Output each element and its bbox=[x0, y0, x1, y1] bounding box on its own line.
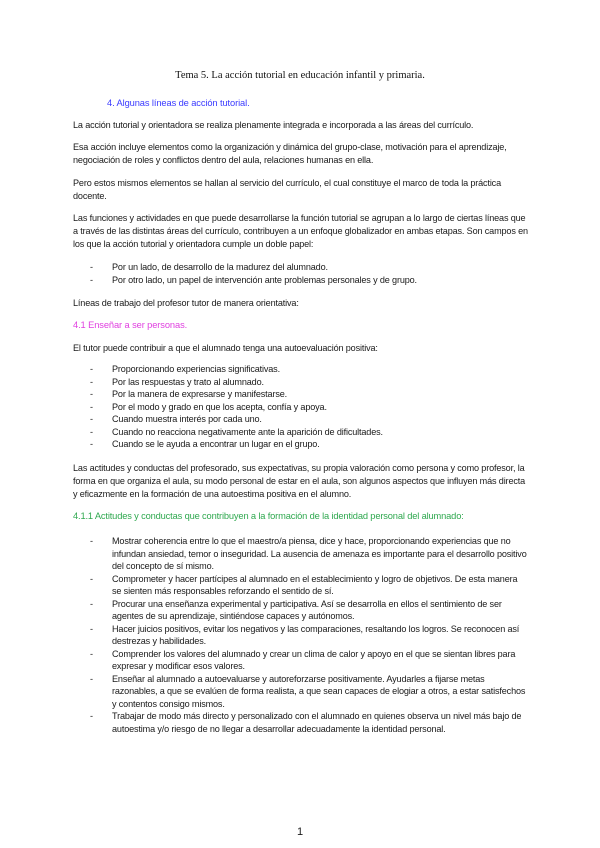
self-esteem-list bbox=[90, 363, 528, 451]
subsection-heading-4-1-1: 4.1.1 Actitudes y conductas que contribuyen a la formación de la identidad personal del alumnado: bbox=[73, 511, 464, 521]
lines-intro: Líneas de trabajo del profesor tutor de manera orientativa: bbox=[73, 298, 299, 308]
list-item: - Por las respuestas y trato al alumnado. bbox=[90, 376, 528, 389]
subsection-intro: El tutor puede contribuir a que el alumnado tenga una autoevaluación positiva: bbox=[73, 343, 378, 353]
list-item: - Hacer juicios positivos, evitar los negativos y las comparaciones, resaltando los logros. Se reconocen así destrezas y habilidades. bbox=[90, 623, 528, 648]
list-item: - Cuando se le ayuda a encontrar un lugar en el grupo. bbox=[90, 438, 528, 451]
list-item: - Procurar una enseñanza experimental y participativa. Así se desarrolla en ellos el sentimiento de ser agentes de su aprendizaje, sintiéndose capaces y autónomos. bbox=[90, 598, 528, 623]
list-item: - Por otro lado, un papel de intervención ante problemas personales y de grupo. bbox=[90, 274, 528, 287]
list-item: - Enseñar al alumnado a autoevaluarse y autoreforzarse positivamente. Ayudarles a fijarse metas razonables, a que se evalúen de forma realista, a que sean capaces de elogiar a otros, a estar satisfechos y contentos consigo mismos. bbox=[90, 673, 528, 711]
subsection-heading-4-1: 4.1 Enseñar a ser personas. bbox=[73, 320, 188, 330]
subsection-closing: Las actitudes y conductas del profesorado, sus expectativas, su propia valoración como persona y como profesor, la forma en que organiza el aula, su modo personal de estar en el aula, son algunos aspectos que influyen más directa y eficazmente en la formación de una autoestima positiva en el alumno. bbox=[73, 463, 526, 499]
list-item: - Comprender los valores del alumnado y crear un clima de calor y apoyo en el que se sientan libres para expresar y modificar esos valores. bbox=[90, 648, 528, 673]
list-item: - Cuando no reacciona negativamente ante la aparición de dificultades. bbox=[90, 426, 528, 439]
list-item: - Trabajar de modo más directo y personalizado con el alumnado en quienes observa un nivel más bajo de autoestima y/o riesgo de no llegar a desarrollar adecuadamente la identidad personal. bbox=[90, 710, 528, 735]
list-item: - Comprometer y hacer partícipes al alumnado en el establecimiento y logro de objetivos. De esta manera se sienten más responsables reforzando el sentido de sí. bbox=[90, 573, 528, 598]
document-title: Tema 5. La acción tutorial en educación infantil y primaria. bbox=[175, 70, 425, 81]
list-item: - Por la manera de expresarse y manifestarse. bbox=[90, 388, 528, 401]
page-number: 1 bbox=[296, 826, 304, 838]
section-heading: 4. Algunas líneas de acción tutorial. bbox=[107, 98, 250, 108]
paragraph-2: Esa acción incluye elementos como la organización y dinámica del grupo-clase, motivación para el aprendizaje, negociación de roles y conflictos dentro del aula, relaciones humanas en ella. bbox=[73, 142, 507, 165]
list-item: - Por el modo y grado en que los acepta, confía y apoya. bbox=[90, 401, 528, 414]
list-item: - Proporcionando experiencias significativas. bbox=[90, 363, 528, 376]
attitudes-list bbox=[90, 535, 528, 735]
list-item: - Mostrar coherencia entre lo que el maestro/a piensa, dice y hace, proporcionando experiencias que no infundan ansiedad, temor o inseguridad. La ausencia de amenaza es importante para el desarrollo positivo del concepto de sí mismo. bbox=[90, 535, 528, 573]
paragraph-1: La acción tutorial y orientadora se realiza plenamente integrada e incorporada a las áreas del currículo. bbox=[73, 120, 474, 130]
paragraph-3: Pero estos mismos elementos se hallan al servicio del currículo, el cual constituye el marco de toda la práctica docente. bbox=[73, 178, 501, 201]
list-item: - Cuando muestra interés por cada uno. bbox=[90, 413, 528, 426]
paragraph-4: Las funciones y actividades en que puede desarrollarse la función tutorial se agrupan a lo largo de ciertas líneas que a través de las distintas áreas del currículo, contribuyen a un enfoque globalizador en ambas etapas. Son campos en los que la acción tutorial y orientadora cumple un doble papel: bbox=[73, 213, 528, 249]
list-item: - Por un lado, de desarrollo de la madurez del alumnado. bbox=[90, 261, 528, 274]
roles-list bbox=[90, 261, 528, 286]
